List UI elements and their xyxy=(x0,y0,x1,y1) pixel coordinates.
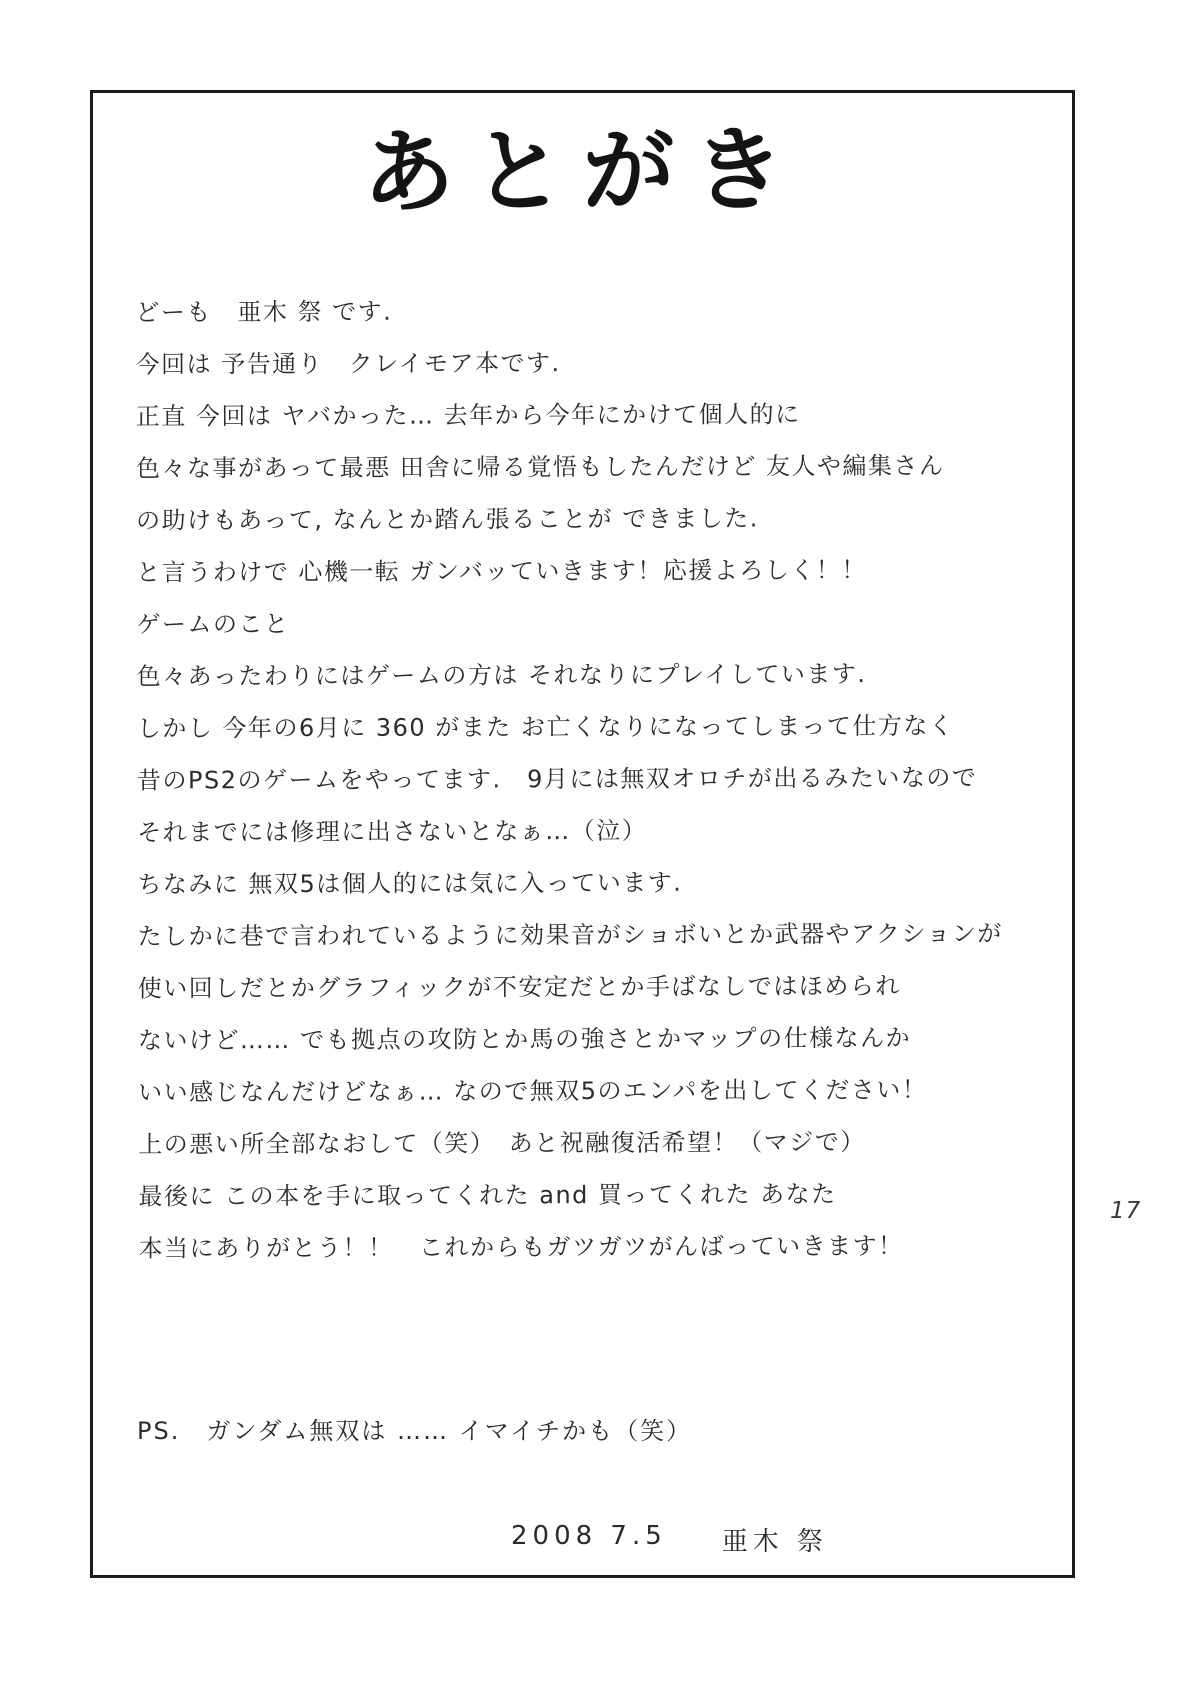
text-line: ちなみに 無双5は個人的には気に入っています. xyxy=(137,868,683,899)
text-line: 色々あったわりにはゲームの方は それなりにプレイしています. xyxy=(136,660,867,691)
page-number: 17 xyxy=(1110,1198,1142,1224)
text-line: 昔のPS2のゲームをやってます. 9月には無双オロチが出るみたいなので xyxy=(136,763,978,795)
text-line: 上の悪い所全部なおして（笑） あと祝融復活希望！（マジで） xyxy=(138,1128,866,1159)
text-line: しかし 今年の6月に 360 がまた お亡くなりになってしまって仕方なく xyxy=(136,711,955,743)
text-line: 正直 今回は ヤバかった… 去年から今年にかけて個人的に xyxy=(135,400,801,431)
text-line: の助けもあって, なんとか踏ん張ることが できました. xyxy=(136,504,759,535)
body-text xyxy=(135,283,1053,1274)
text-line: と言うわけで 心機一転 ガンバッていきます！応援よろしく！！ xyxy=(136,556,867,587)
page-title: あとがき xyxy=(362,115,803,227)
text-line: ないけど…… でも拠点の攻防とか馬の強さとかマップの仕様なんか xyxy=(137,1023,912,1055)
text-line: ゲームのこと xyxy=(136,610,290,639)
text-line: 今回は 予告通り クレイモア本です. xyxy=(135,349,561,379)
date-text: 2008 7.5 xyxy=(511,1521,667,1551)
scanned-page-frame xyxy=(90,90,1075,1578)
text-line: 最後に この本を手に取ってくれた and 買ってくれた あなた xyxy=(138,1180,837,1211)
date-signature-row xyxy=(511,1521,828,1558)
text-line: たしかに巷で言われているように効果音がショボいとか武器やアクションが xyxy=(137,919,1003,951)
text-line: いい感じなんだけどなぁ… なので無双5のエンパを出してください！ xyxy=(138,1075,928,1107)
text-line: どーも 亜木 祭 です. xyxy=(135,297,393,327)
signature-text: 亜木 祭 xyxy=(721,1527,829,1557)
ps-line: PS. ガンダム無双は …… イマイチかも（笑） xyxy=(137,1417,693,1445)
text-line: それまでには修理に出さないとなぁ…（泣） xyxy=(137,816,648,847)
text-line: 使い回しだとかグラフィックが不安定だとか手ばなしではほめられ xyxy=(137,971,901,1003)
text-line: 本当にありがとう！！ これからもガツガツがんばっていきます！ xyxy=(138,1231,904,1263)
text-line: 色々な事があって最悪 田舎に帰る覚悟もしたんだけど 友人や編集さん xyxy=(135,451,945,483)
